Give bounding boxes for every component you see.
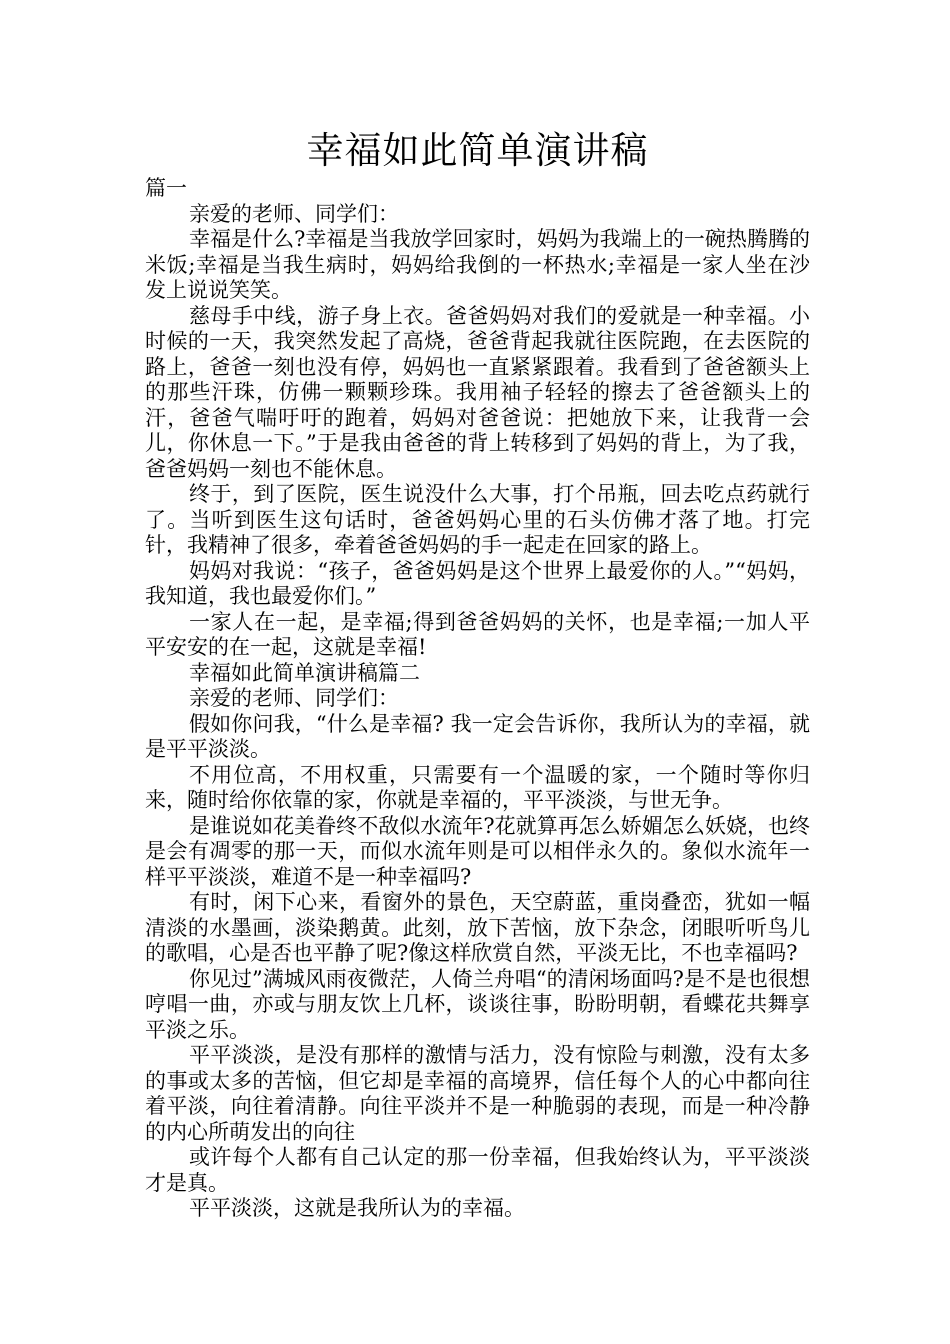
paragraph: 一家人在一起，是幸福;得到爸爸妈妈的关怀，也是幸福;一加人平平安安的在一起，这就是幸福! bbox=[145, 609, 810, 659]
paragraph: 假如你问我，“什么是幸福? 我一定会告诉你，我所认为的幸福，就是平平淡淡。 bbox=[145, 711, 810, 761]
document-body bbox=[145, 176, 810, 1222]
paragraph: 篇一 bbox=[145, 176, 187, 200]
document-title: 幸福如此简单演讲稿 bbox=[306, 129, 649, 172]
paragraph: 不用位高，不用权重，只需要有一个温暖的家，一个随时等你归来，随时给你依靠的家，你就是幸福的，平平淡淡，与世无争。 bbox=[145, 762, 810, 812]
paragraph: 或许每个人都有自己认定的那一份幸福，但我始终认为，平平淡淡才是真。 bbox=[145, 1145, 810, 1195]
paragraph: 是谁说如花美眷终不敌似水流年?花就算再怎么娇媚怎么妖娆，也终是会有凋零的那一天，而似水流年则是可以相伴永久的。象似水流年一样平平淡淡，难道不是一种幸福吗? bbox=[145, 813, 810, 889]
paragraph: 幸福是什么?幸福是当我放学回家时，妈妈为我端上的一碗热腾腾的米饭;幸福是当我生病时，妈妈给我倒的一杯热水;幸福是一家人坐在沙发上说说笑笑。 bbox=[145, 227, 810, 302]
paragraph: 你见过”满城风雨夜微茫，人倚兰舟唱“的清闲场面吗?是不是也很想哼唱一曲，亦或与朋友饮上几杯，谈谈往事，盼盼明朝，看蝶花共舞享平淡之乐。 bbox=[145, 966, 810, 1042]
paragraph: 平平淡淡，是没有那样的激情与活力，没有惊险与刺激，没有太多的事或太多的苦恼，但它却是幸福的高境界，信任每个人的心中都向往着平淡，向往着清静。向往平淡并不是一种脆弱的表现，而是一种冷静的内心所萌发出的向往 bbox=[145, 1043, 810, 1144]
section-heading: 幸福如此简单演讲稿篇二 bbox=[189, 660, 420, 685]
paragraph: 亲爱的老师、同学们： bbox=[189, 686, 399, 710]
paragraph: 亲爱的老师、同学们： bbox=[189, 201, 399, 226]
paragraph: 妈妈对我说：“孩子，爸爸妈妈是这个世界上最爱你的人。”“妈妈，我知道，我也最爱你们。” bbox=[145, 558, 810, 608]
paragraph: 终于，到了医院，医生说没什么大事，打个吊瓶，回去吃点药就行了。当听到医生这句话时，爸爸妈妈心里的石头仿佛才落了地。打完针，我精神了很多，牵着爸爸妈妈的手一起走在回家的路上。 bbox=[145, 482, 810, 557]
paragraph: 慈母手中线，游子身上衣。爸爸妈妈对我们的爱就是一种幸福。小时候的一天，我突然发起了高烧，爸爸背起我就往医院跑，在去医院的路上，爸爸一刻也没有停，妈妈也一直紧紧跟着。我看到了爸爸额头上的那些汗珠，仿佛一颗颗珍珠。我用袖子轻轻的擦去了爸爸额头上的汗，爸爸气喘吁吁的跑着，妈妈对爸爸说：把她放下来，让我背一会儿，你休息一下。”于是我由爸爸的背上转移到了妈妈的背上，为了我，爸爸妈妈一刻也不能休息。 bbox=[145, 303, 810, 481]
paragraph: 有时，闲下心来，看窗外的景色，天空蔚蓝，重岗叠峦，犹如一幅清淡的水墨画，淡染鹅黄。此刻，放下苦恼，放下杂念，闭眼听听鸟儿的歌唱，心是否也平静了呢?像这样欣赏自然，平淡无比，不也幸福吗? bbox=[145, 890, 810, 965]
paragraph: 平平淡淡，这就是我所认为的幸福。 bbox=[189, 1196, 525, 1220]
document-page bbox=[145, 128, 810, 1222]
